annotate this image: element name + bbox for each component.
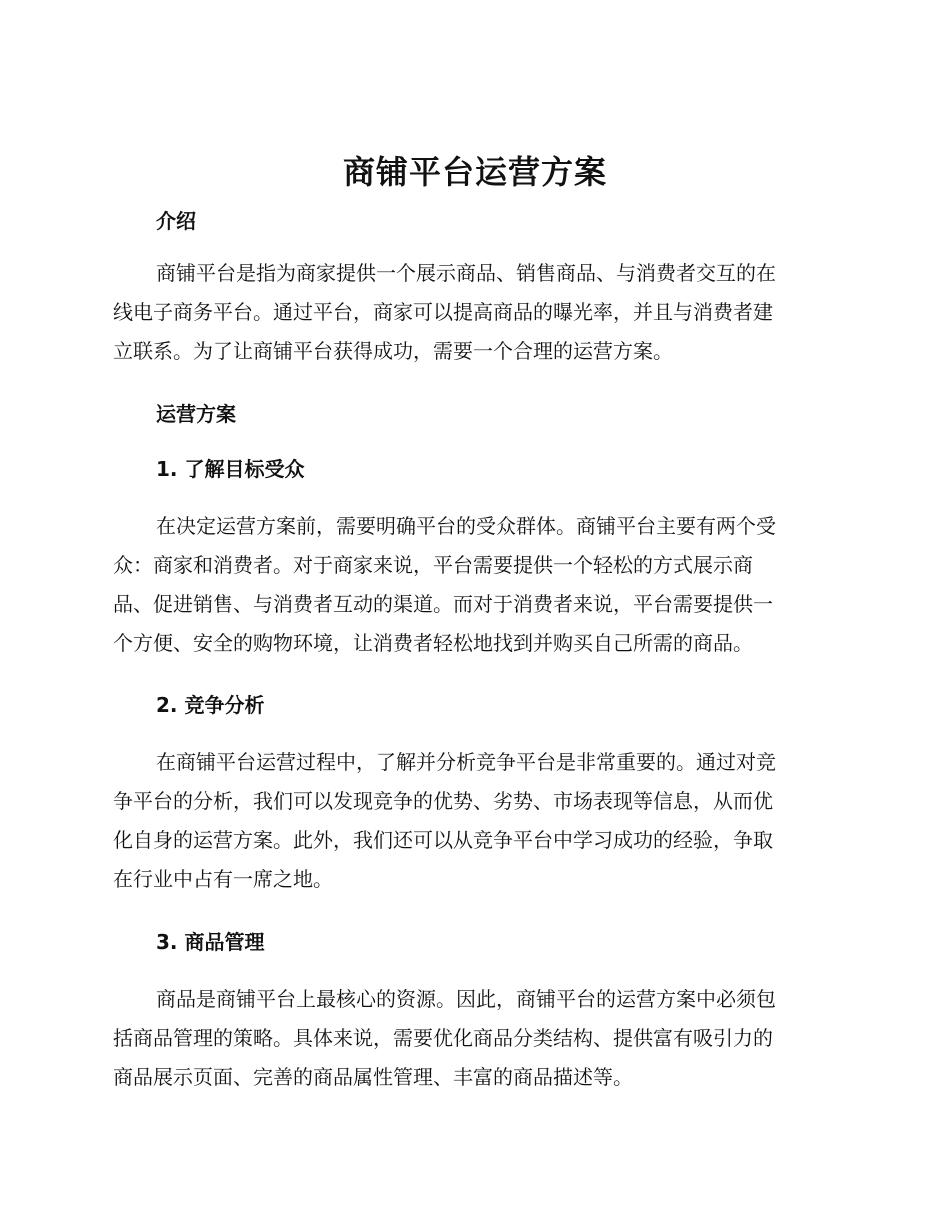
paragraph-line: 商品展示页面、完善的商品属性管理、丰富的商品描述等。 [113,1065,633,1089]
paragraph-line: 在行业中占有一席之地。 [113,867,333,891]
paragraph-line: 括商品管理的策略。具体来说，需要优化商品分类结构、提供富有吸引力的 [113,1026,773,1050]
section-3-paragraph [113,980,837,1097]
intro-heading: 介绍 [156,209,196,233]
paragraph-line: 化自身的运营方案。此外，我们还可以从竞争平台中学习成功的经验，争取 [113,828,773,852]
plan-heading: 运营方案 [156,402,236,426]
section-2-heading: 2. 竞争分析 [156,693,265,717]
paragraph-line: 争平台的分析，我们可以发现竞争的优势、劣势、市场表现等信息，从而优 [113,789,773,813]
paragraph-line: 众：商家和消费者。对于商家来说，平台需要提供一个轻松的方式展示商 [113,553,753,577]
paragraph-line: 立联系。为了让商铺平台获得成功，需要一个合理的运营方案。 [113,339,673,363]
document-title: 商铺平台运营方案 [342,153,607,191]
paragraph-line: 线电子商务平台。通过平台，商家可以提高商品的曝光率，并且与消费者建 [113,300,773,324]
paragraph-line: 个方便、安全的购物环境，让消费者轻松地找到并购买自己所需的商品。 [113,631,753,655]
paragraph-line: 商品是商铺平台上最核心的资源。因此，商铺平台的运营方案中必须包 [156,987,776,1011]
section-1-heading: 1. 了解目标受众 [156,457,305,481]
paragraph-line: 在商铺平台运营过程中，了解并分析竞争平台是非常重要的。通过对竞 [156,750,776,774]
section-3-heading: 3. 商品管理 [156,930,265,954]
section-2-paragraph [113,743,837,899]
paragraph-line: 商铺平台是指为商家提供一个展示商品、销售商品、与消费者交互的在 [156,261,776,285]
paragraph-line: 在决定运营方案前，需要明确平台的受众群体。商铺平台主要有两个受 [156,514,776,538]
section-1-paragraph [113,507,837,663]
paragraph-line: 品、促进销售、与消费者互动的渠道。而对于消费者来说，平台需要提供一 [113,592,773,616]
intro-paragraph [113,254,837,371]
